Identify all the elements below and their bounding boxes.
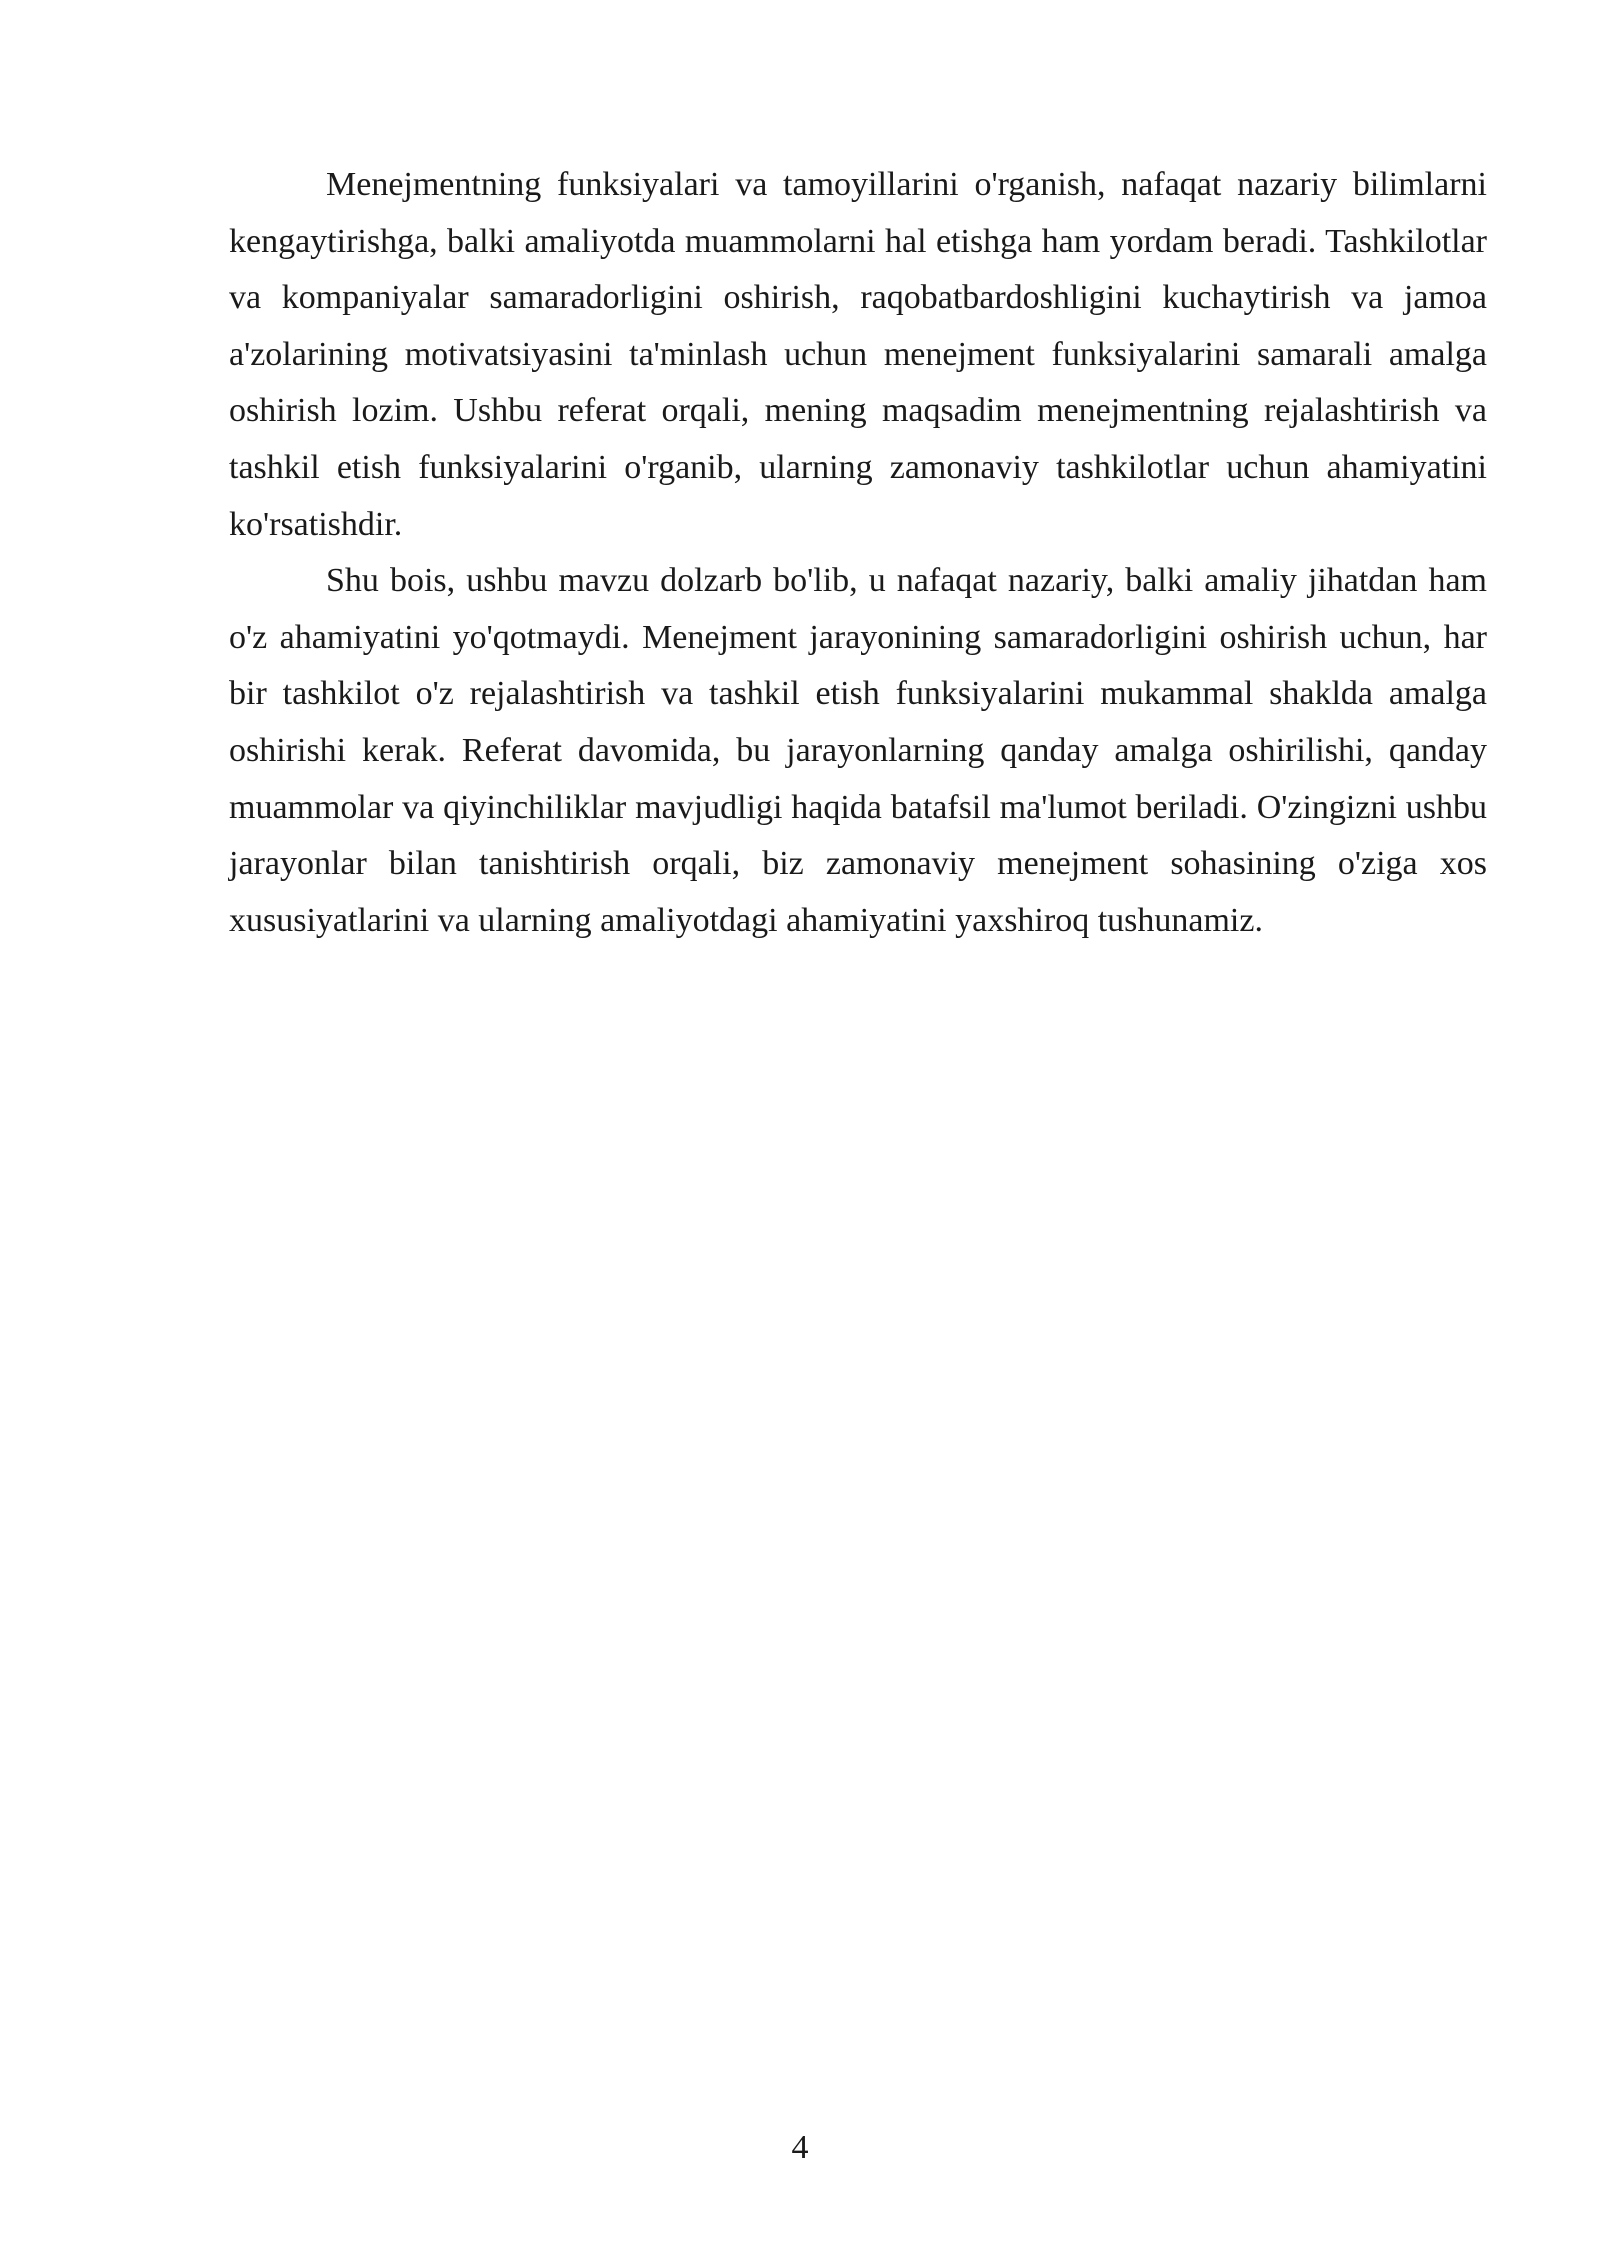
page-number: 4: [791, 2129, 809, 2166]
paragraph: Shu bois, ushbu mavzu dolzarb bo'lib, u nafaqat nazariy, balki amaliy jihatdan ham o'z ahamiyatini yo'qotmaydi. Menejment jarayonining samaradorligini oshirish uchun, har bir tashkilot o'z rejalashtirish va tashkil etish funksiyalarini mukammal shaklda amalga oshirishi kerak. Referat davomida, bu jarayonlarning qanday amalga oshirilishi, qanday muammolar va qiyinchiliklar mavjudligi haqida batafsil ma'lumot beriladi. O'zingizni ushbu jarayonlar bilan tanishtirish orqali, biz zamonaviy menejment sohasining o'ziga xos xususiyatlarini va ularning amaliyotdagi ahamiyatini yaxshiroq tushunamiz.: [229, 562, 1487, 939]
paragraph: Menejmentning funksiyalari va tamoyillarini o'rganish, nafaqat nazariy bilimlarni kengaytirishga, balki amaliyotda muammolarni hal etishga ham yordam beradi. Tashkilotlar va kompaniyalar samaradorligini oshirish, raqobatbardoshligini kuchaytirish va jamoa a'zolarining motivatsiyasini ta'minlash uchun menejment funksiyalarini samarali amalga oshirish lozim. Ushbu referat orqali, mening maqsadim menejmentning rejalashtirish va tashkil etish funksiyalarini o'rganib, ularning zamonaviy tashkilotlar uchun ahamiyatini ko'rsatishdir.: [229, 166, 1487, 543]
body-text: [229, 157, 1487, 949]
